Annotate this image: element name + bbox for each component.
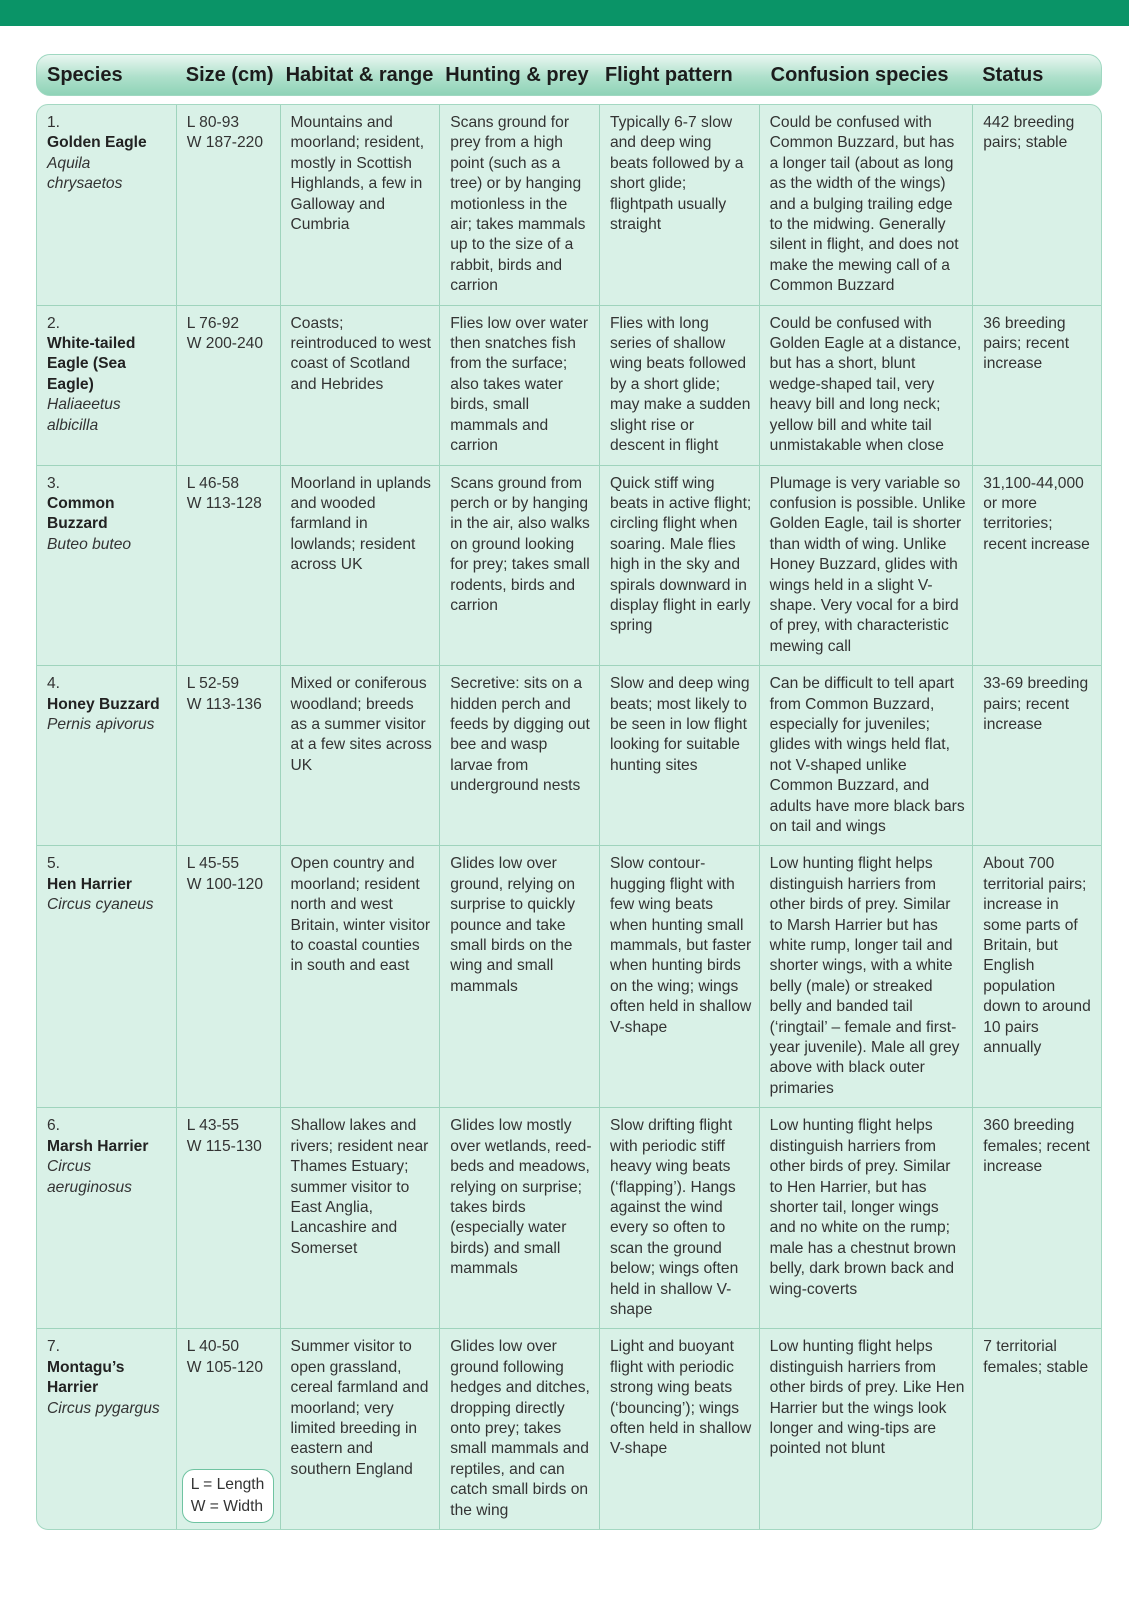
status-cell: About 700 territorial pairs; increase in some parts of Britain, but English population down to around 10 pairs annually <box>972 846 1101 1107</box>
habitat-cell: Mixed or coniferous woodland; breeds as a summer visitor at a few sites across UK <box>280 666 440 845</box>
table-header <box>36 54 1102 96</box>
flight-cell: Quick stiff wing beats in active flight; circling flight when soaring. Male flies high in the sky and spirals downward in display flight in early spring <box>599 466 759 666</box>
species-number: 3. <box>47 474 61 492</box>
species-latin-name: Pernis apivorus <box>47 715 155 733</box>
table-row <box>37 845 1101 1107</box>
species-latin-name: Haliaeetus albicilla <box>47 396 121 434</box>
species-cell <box>37 105 176 305</box>
size-length: L 80-93 <box>186 114 240 131</box>
header-size: Size (cm) <box>185 63 274 86</box>
hunting-cell: Secretive: sits on a hidden perch and feeds by digging out bee and wasp larvae from underground nests <box>439 666 599 845</box>
habitat-cell: Mountains and moorland; resident, mostly in Scottish Highlands, a few in Galloway and Cumbria <box>280 105 440 305</box>
header-flight: Flight pattern <box>604 63 733 86</box>
header-habitat: Habitat & range <box>285 63 434 86</box>
species-common-name: Hen Harrier <box>47 875 132 893</box>
species-number: 7. <box>47 1338 61 1356</box>
size-width: W 187-220 <box>186 134 264 152</box>
header-confusion: Confusion species <box>770 63 949 86</box>
hunting-cell: Glides low over ground, relying on surprise to quickly pounce and take small birds on the wing and small mammals <box>439 846 599 1107</box>
size-cell <box>176 666 280 845</box>
size-cell <box>176 466 280 666</box>
table-row <box>37 465 1101 666</box>
status-cell: 442 breeding pairs; stable <box>972 105 1101 305</box>
size-length: L 46-58 <box>186 474 240 492</box>
confusion-cell: Low hunting flight helps distinguish harriers from other birds of prey. Similar to Hen Harrier, but has shorter tail, longer wings and no white on the rump; male has a chestnut brown belly, dark brown back and wing-coverts <box>759 1108 973 1328</box>
size-length: L 43-55 <box>186 1117 240 1135</box>
top-color-band <box>0 0 1129 26</box>
legend-length: L = Length <box>190 1476 265 1494</box>
status-cell: 360 breeding females; recent increase <box>972 1108 1101 1328</box>
species-number: 5. <box>47 855 61 873</box>
flight-cell: Light and buoyant flight with periodic strong wing beats (‘bouncing’); wings often held in shallow V-shape <box>599 1329 759 1529</box>
species-common-name: Common Buzzard <box>47 494 115 533</box>
size-length: L 45-55 <box>186 855 240 873</box>
raptor-table <box>36 54 1102 1530</box>
size-width: W 100-120 <box>186 875 264 893</box>
table-body <box>36 104 1102 1530</box>
legend-width: W = Width <box>190 1498 264 1516</box>
size-cell <box>176 846 280 1107</box>
hunting-cell: Flies low over water then snatches fish from the surface; also takes water birds, small mammals and carrion <box>439 306 599 465</box>
table-row <box>37 665 1101 845</box>
size-length: L 40-50 <box>186 1338 240 1356</box>
confusion-cell: Could be confused with Golden Eagle at a distance, but has a short, blunt wedge-shaped tail, very heavy bill and long neck; yellow bill and white tail unmistakable when close <box>759 306 973 465</box>
species-latin-name: Circus cyaneus <box>47 896 154 914</box>
species-common-name: White-tailed Eagle (Sea Eagle) <box>47 335 136 393</box>
species-latin-name: Circus aeruginosus <box>47 1158 132 1196</box>
table-row <box>37 105 1101 305</box>
confusion-cell: Could be confused with Common Buzzard, but has a longer tail (about as long as the width of the wings) and a bulging trailing edge to the midwing. Generally silent in flight, and does not make the mewing call of a Common Buzzard <box>759 105 973 305</box>
confusion-cell: Can be difficult to tell apart from Common Buzzard, especially for juveniles; glides with wings held flat, not V-shaped unlike Common Buzzard, and adults have more black bars on tail and wings <box>759 666 973 845</box>
hunting-cell: Scans ground from perch or by hanging in the air, also walks on ground looking for prey; takes small rodents, birds and carrion <box>439 466 599 666</box>
size-cell <box>176 1329 280 1529</box>
species-cell <box>37 666 176 845</box>
status-cell: 33-69 breeding pairs; recent increase <box>972 666 1101 845</box>
table-row <box>37 1107 1101 1328</box>
species-cell <box>37 846 176 1107</box>
species-number: 2. <box>47 314 61 332</box>
header-species: Species <box>47 63 123 86</box>
table-row <box>37 1328 1101 1529</box>
species-number: 6. <box>47 1117 61 1135</box>
flight-cell: Typically 6-7 slow and deep wing beats followed by a short glide; flightpath usually straight <box>599 105 759 305</box>
hunting-cell: Scans ground for prey from a high point (such as a tree) or by hanging motionless in the air; takes mammals up to the size of a rabbit, birds and carrion <box>439 105 599 305</box>
confusion-cell: Low hunting flight helps distinguish harriers from other birds of prey. Like Hen Harrier but the wings look longer and wing-tips are pointed not blunt <box>759 1329 973 1529</box>
species-number: 4. <box>47 675 61 693</box>
species-cell <box>37 1108 176 1328</box>
habitat-cell: Open country and moorland; resident north and west Britain, winter visitor to coastal counties in south and east <box>280 846 440 1107</box>
species-cell <box>37 466 176 666</box>
size-cell <box>176 105 280 305</box>
table-row <box>37 305 1101 465</box>
size-length: L 76-92 <box>186 314 240 332</box>
hunting-cell: Glides low mostly over wetlands, reed-beds and meadows, relying on surprise; takes birds (especially water birds) and small mammals <box>439 1108 599 1328</box>
confusion-cell: Low hunting flight helps distinguish harriers from other birds of prey. Similar to Marsh Harrier but has white rump, longer tail and shorter wings, with a white belly (male) or streaked belly and banded tail (‘ringtail’ – female and first-year juvenile). Male all grey above with black outer primaries <box>759 846 973 1107</box>
habitat-cell: Summer visitor to open grassland, cereal farmland and moorland; very limited breeding in eastern and southern England <box>280 1329 440 1529</box>
size-width: W 105-120 <box>186 1358 264 1376</box>
habitat-cell: Shallow lakes and rivers; resident near Thames Estuary; summer visitor to East Anglia, Lancashire and Somerset <box>280 1108 440 1328</box>
size-width: W 115-130 <box>186 1137 262 1155</box>
status-cell: 36 breeding pairs; recent increase <box>972 306 1101 465</box>
flight-cell: Flies with long series of shallow wing beats followed by a short glide; may make a sudden slight rise or descent in flight <box>599 306 759 465</box>
species-cell <box>37 306 176 465</box>
habitat-cell: Moorland in uplands and wooded farmland in lowlands; resident across UK <box>280 466 440 666</box>
species-latin-name: Circus pygargus <box>47 1399 160 1417</box>
flight-cell: Slow drifting flight with periodic stiff heavy wing beats (‘flapping’). Hangs against the wind every so often to scan the ground below; wings often held in shallow V-shape <box>599 1108 759 1328</box>
size-cell <box>176 1108 280 1328</box>
size-cell <box>176 306 280 465</box>
species-common-name: Honey Buzzard <box>47 695 160 713</box>
species-common-name: Montagu’s Harrier <box>47 1358 125 1397</box>
species-common-name: Marsh Harrier <box>47 1137 149 1155</box>
status-cell: 7 territorial females; stable <box>972 1329 1101 1529</box>
status-cell: 31,100-44,000 or more territories; recent increase <box>972 466 1101 666</box>
size-width: W 200-240 <box>186 335 264 353</box>
species-number: 1. <box>47 114 61 131</box>
size-width: W 113-136 <box>186 695 262 713</box>
species-common-name: Golden Eagle <box>47 134 147 152</box>
species-latin-name: Buteo buteo <box>47 535 132 553</box>
species-cell <box>37 1329 176 1529</box>
size-length: L 52-59 <box>186 675 240 693</box>
header-hunting: Hunting & prey <box>445 63 589 86</box>
habitat-cell: Coasts; reintroduced to west coast of Scotland and Hebrides <box>280 306 440 465</box>
confusion-cell: Plumage is very variable so confusion is possible. Unlike Golden Eagle, tail is shorter than width of wing. Unlike Honey Buzzard, glides with wings held in a slight V-shape. Very vocal for a bird of prey, with characteristic mewing call <box>759 466 973 666</box>
size-legend <box>182 1469 274 1523</box>
flight-cell: Slow and deep wing beats; most likely to be seen in low flight looking for suitable hunting sites <box>599 666 759 845</box>
header-status: Status <box>982 63 1044 86</box>
flight-cell: Slow contour-hugging flight with few wing beats when hunting small mammals, but faster when hunting birds on the wing; wings often held in shallow V-shape <box>599 846 759 1107</box>
size-width: W 113-128 <box>186 494 262 512</box>
species-latin-name: Aquila chrysaetos <box>47 154 123 193</box>
hunting-cell: Glides low over ground following hedges and ditches, dropping directly onto prey; takes small mammals and reptiles, and can catch small birds on the wing <box>439 1329 599 1529</box>
